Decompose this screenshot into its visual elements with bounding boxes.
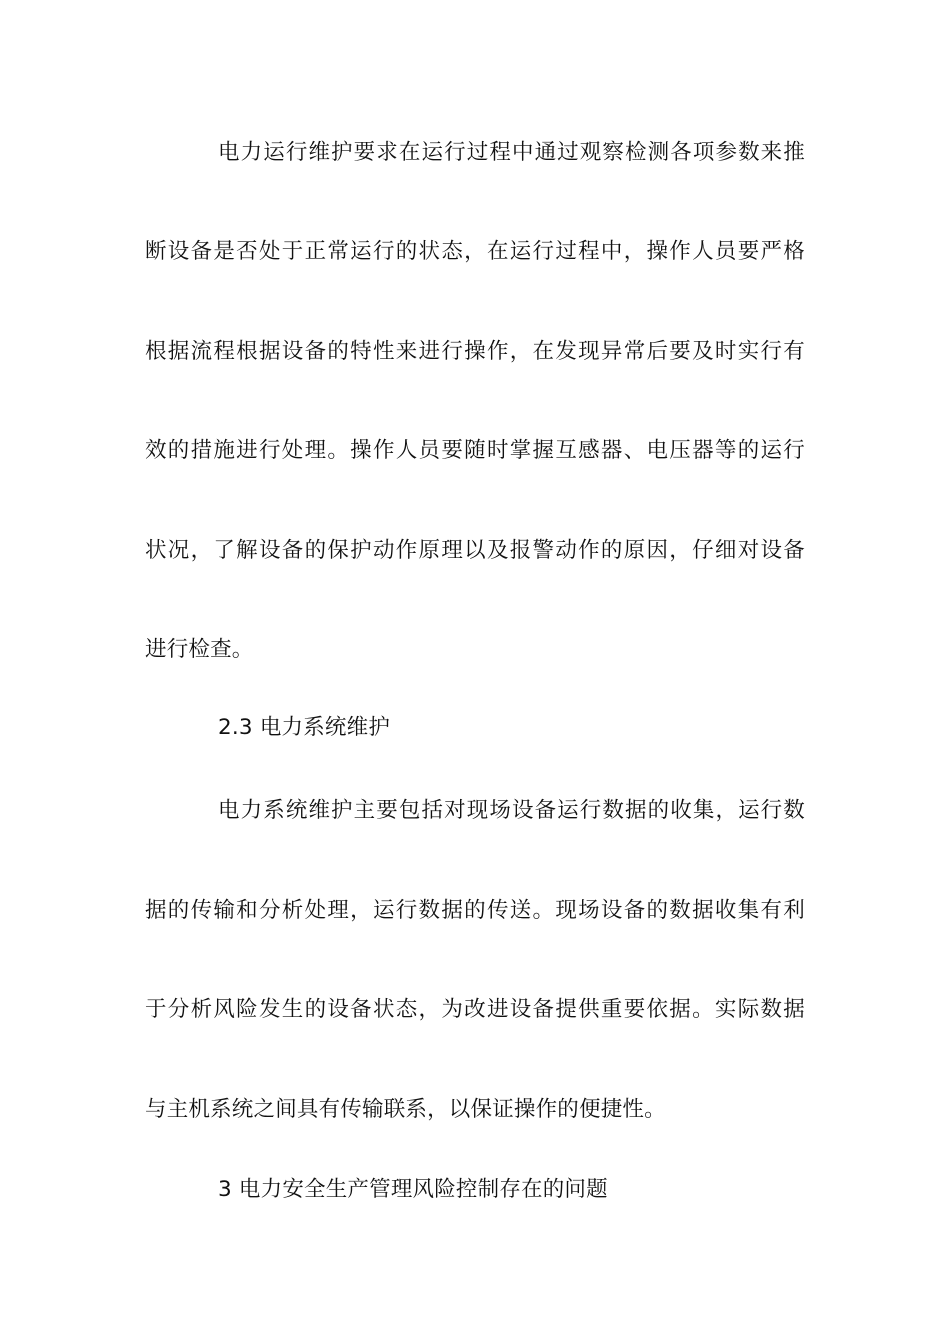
paragraph-1-line-5: 状况，了解设备的保护动作原理以及报警动作的原因，仔细对设备 [145, 538, 805, 563]
paragraph-1-line-6: 进行检查。 [145, 637, 254, 662]
paragraph-1-line-3: 根据流程根据设备的特性来进行操作，在发现异常后要及时实行有 [145, 339, 805, 364]
section-heading-2-3: 2.3 电力系统维护 [218, 715, 391, 740]
paragraph-2-line-3: 于分析风险发生的设备状态，为改进设备提供重要依据。实际数据 [145, 997, 805, 1022]
paragraph-1-line-2: 断设备是否处于正常运行的状态，在运行过程中，操作人员要严格 [145, 239, 805, 264]
paragraph-2-line-2: 据的传输和分析处理，运行数据的传送。现场设备的数据收集有利 [145, 898, 805, 923]
paragraph-2-line-4: 与主机系统之间具有传输联系，以保证操作的便捷性。 [145, 1097, 666, 1122]
paragraph-1-line-4: 效的措施进行处理。操作人员要随时掌握互感器、电压器等的运行 [145, 438, 805, 463]
section-heading-3: 3 电力安全生产管理风险控制存在的问题 [218, 1177, 608, 1202]
paragraph-2-line-1: 电力系统维护主要包括对现场设备运行数据的收集，运行数 [218, 798, 805, 823]
paragraph-1-line-1: 电力运行维护要求在运行过程中通过观察检测各项参数来推 [218, 140, 805, 165]
